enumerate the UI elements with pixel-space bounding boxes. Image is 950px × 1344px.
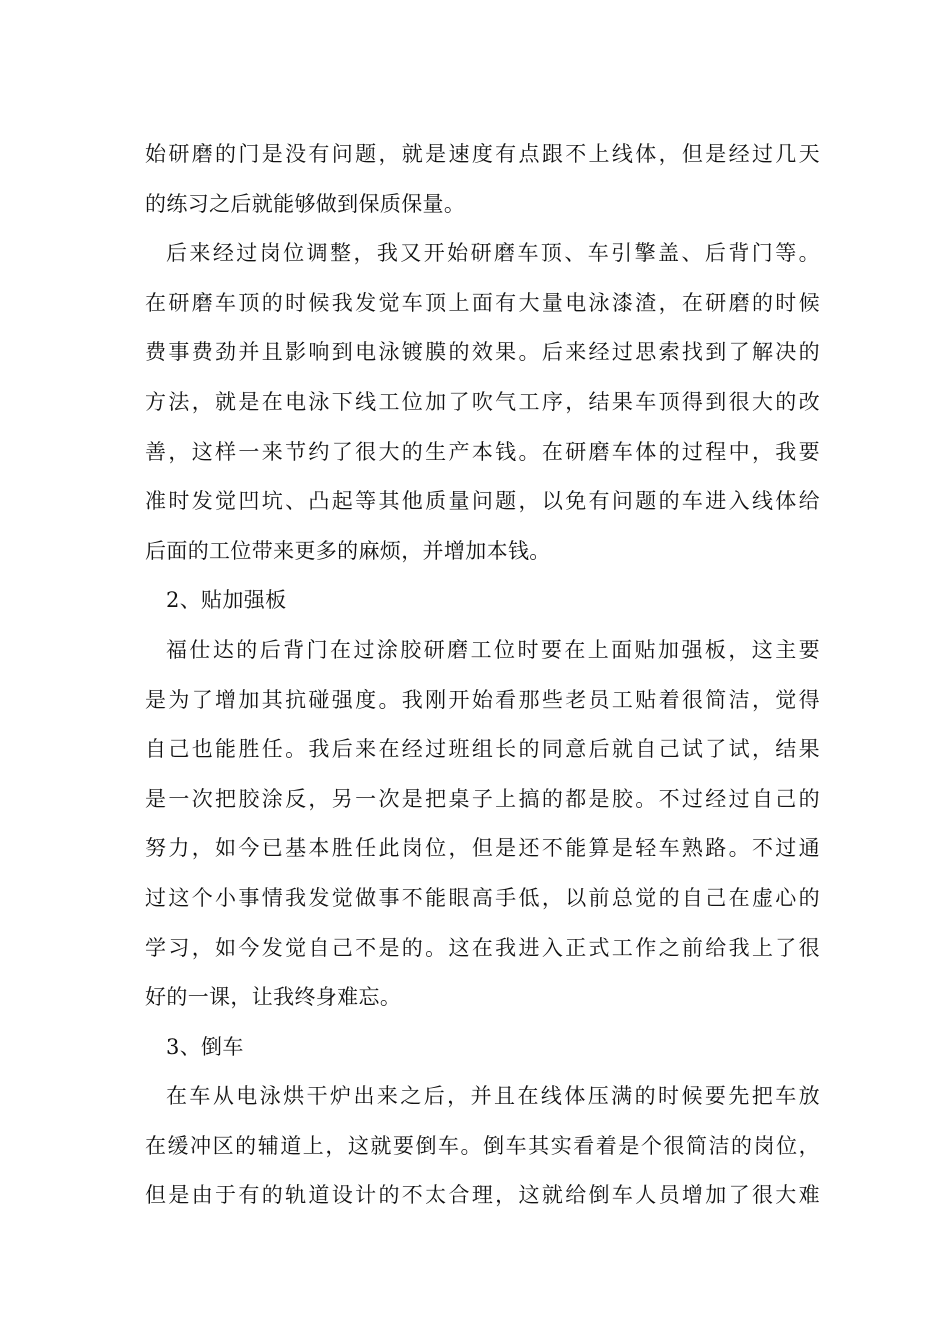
text-line-6: 方法，就是在电泳下线工位加了吹气工序，结果车顶得到很大的改	[145, 389, 820, 414]
text-line-13: 自己也能胜任。我后来在经过班组长的同意后就自己试了试，结果	[145, 737, 820, 762]
text-line-2: 的练习之后就能够做到保质保量。	[145, 191, 466, 216]
text-line-9: 后面的工位带来更多的麻烦，并增加本钱。	[145, 538, 551, 563]
text-line-8: 准时发觉凹坑、凸起等其他质量问题，以免有问题的车进入线体给	[145, 489, 820, 514]
text-line-17: 学习，如今发觉自己不是的。这在我进入正式工作之前给我上了很	[145, 935, 820, 960]
text-line-22: 但是由于有的轨道设计的不太合理，这就给倒车人员增加了很大难	[145, 1183, 820, 1208]
text-line-5: 费事费劲并且影响到电泳镀膜的效果。后来经过思索找到了解决的	[145, 340, 820, 365]
text-line-11: 福仕达的后背门在过涂胶研磨工位时要在上面贴加强板，这主要	[166, 637, 820, 662]
text-line-12: 是为了增加其抗碰强度。我刚开始看那些老员工贴着很简洁，觉得	[145, 687, 820, 712]
text-line-3: 后来经过岗位调整，我又开始研磨车顶、车引擎盖、后背门等。	[166, 241, 820, 266]
text-line-7: 善，这样一来节约了很大的生产本钱。在研磨车体的过程中，我要	[145, 439, 820, 464]
document-body	[145, 130, 820, 1221]
section-heading-3: 3、倒车	[166, 1034, 244, 1059]
text-line-21: 在缓冲区的辅道上，这就要倒车。倒车其实看着是个很简洁的岗位，	[145, 1133, 820, 1158]
text-line-14: 是一次把胶涂反，另一次是把桌子上搞的都是胶。不过经过自己的	[145, 786, 820, 811]
text-line-15: 努力，如今已基本胜任此岗位，但是还不能算是轻车熟路。不过通	[145, 836, 820, 861]
text-line-1: 始研磨的门是没有问题，就是速度有点跟不上线体，但是经过几天	[145, 142, 820, 166]
text-line-20: 在车从电泳烘干炉出来之后，并且在线体压满的时候要先把车放	[166, 1084, 820, 1109]
text-line-16: 过这个小事情我发觉做事不能眼高手低，以前总觉的自己在虚心的	[145, 885, 820, 910]
text-line-18: 好的一课，让我终身难忘。	[145, 985, 402, 1010]
section-heading-2: 2、贴加强板	[166, 588, 287, 613]
text-line-4: 在研磨车顶的时候我发觉车顶上面有大量电泳漆渣，在研磨的时候	[145, 290, 820, 315]
